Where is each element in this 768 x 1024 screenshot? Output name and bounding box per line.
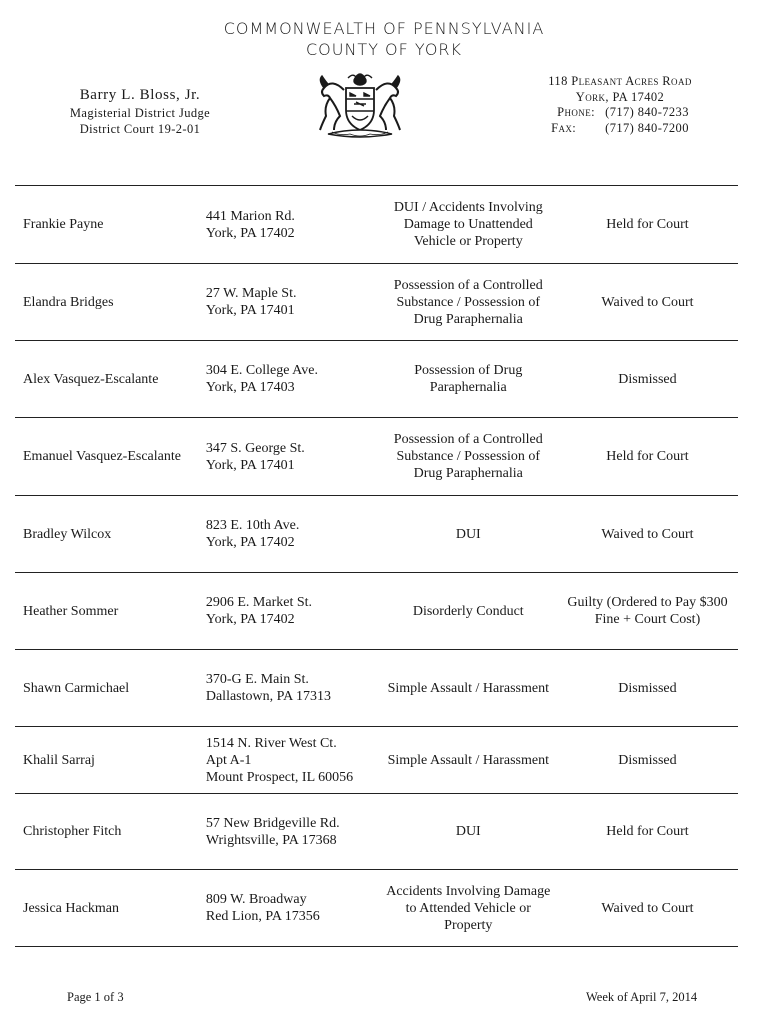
week-of-date: Week of April 7, 2014 — [586, 990, 698, 1004]
charge-line: Possession of a Controlled — [393, 432, 543, 447]
charge-line: Possession of Drug — [414, 363, 523, 378]
defendant-address — [198, 794, 380, 870]
defendant-address-line: York, PA 17402 — [205, 225, 295, 241]
disposition-line: Held for Court — [606, 449, 689, 464]
district-court: District Court 19-2-01 — [79, 122, 201, 136]
defendant-name: Jessica Hackman — [23, 900, 120, 916]
charge — [380, 794, 557, 870]
charge — [380, 573, 557, 650]
court-city: York, PA 17402 — [575, 89, 665, 104]
case-row — [15, 727, 738, 794]
charge — [380, 341, 557, 418]
defendant-name: Frankie Payne — [23, 217, 104, 232]
document-header — [0, 18, 768, 60]
charge — [380, 496, 557, 573]
judge-name: Barry L. Bloss, Jr. — [79, 87, 201, 103]
charge — [380, 418, 557, 496]
defendant-address-line: 2906 E. Market St. — [205, 595, 313, 610]
disposition-line: Held for Court — [606, 217, 689, 232]
defendant-name: Alex Vasquez-Escalante — [23, 371, 159, 387]
defendant-address-line: 57 New Bridgeville Rd. — [205, 815, 340, 831]
case-row — [15, 496, 738, 573]
case-row — [15, 650, 738, 727]
charge — [380, 650, 557, 727]
court-street-address: 118 Pleasant Acres Road — [548, 74, 692, 88]
defendant-address — [198, 418, 380, 496]
defendant-address-line: York, PA 17402 — [205, 612, 295, 627]
defendant-address — [198, 870, 380, 947]
disposition — [557, 418, 738, 496]
phone-row — [520, 105, 720, 121]
defendant-name: Elandra Bridges — [23, 294, 114, 310]
fax-number: (717) 840-7200 — [605, 120, 689, 135]
defendant-address — [198, 341, 380, 418]
disposition — [557, 794, 738, 870]
defendant-address-line: 823 E. 10th Ave. — [205, 518, 300, 533]
charge — [380, 870, 557, 947]
charge-line: Substance / Possession of — [396, 294, 541, 310]
defendant-name: Christopher Fitch — [23, 824, 122, 839]
defendant-address — [198, 264, 380, 341]
charge-line: Paraphernalia — [429, 380, 507, 395]
judge-block — [40, 86, 240, 137]
case-row — [15, 870, 738, 947]
charge — [380, 264, 557, 341]
defendant-address-line: Red Lion, PA 17356 — [205, 909, 320, 924]
disposition-line: Guilty (Ordered to Pay $300 — [567, 595, 728, 610]
defendant-address-line: Mount Prospect, IL 60056 — [205, 769, 354, 785]
defendant-name: Heather Sommer — [23, 603, 119, 619]
case-row — [15, 341, 738, 418]
defendant-address-line: York, PA 17402 — [205, 535, 295, 550]
charge-line: Simple Assault / Harassment — [387, 680, 549, 696]
disposition — [557, 264, 738, 341]
charge-line: Possession of a Controlled — [393, 277, 543, 293]
charge-line: Property — [444, 917, 493, 933]
defendant-name: Shawn Carmichael — [23, 680, 130, 696]
charge-line: Drug Paraphernalia — [413, 466, 523, 481]
disposition — [557, 870, 738, 947]
defendant-address — [198, 650, 380, 727]
court-contact-block — [520, 74, 720, 136]
defendant-address-line: 304 E. College Ave. — [205, 363, 318, 378]
disposition-line: Dismissed — [618, 371, 677, 387]
defendant-name: Emanuel Vasquez-Escalante — [23, 449, 181, 464]
charge-line: Drug Paraphernalia — [413, 311, 523, 327]
charge-line: DUI / Accidents Involving — [393, 200, 543, 215]
disposition — [557, 496, 738, 573]
defendant-address — [198, 727, 380, 794]
charge-line: to Attended Vehicle or — [405, 900, 531, 916]
disposition-line: Waived to Court — [601, 526, 694, 542]
disposition — [557, 341, 738, 418]
disposition-line: Waived to Court — [601, 294, 694, 310]
case-row — [15, 186, 738, 264]
defendant-address-line: York, PA 17403 — [205, 380, 295, 395]
charge-line: Damage to Unattended — [403, 217, 533, 232]
pennsylvania-seal-icon — [310, 66, 410, 144]
phone-number: (717) 840-7233 — [605, 105, 689, 119]
defendant-address-line: Dallastown, PA 17313 — [205, 689, 331, 704]
charge-line: Disorderly Conduct — [412, 603, 524, 619]
case-row — [15, 264, 738, 341]
fax-row — [520, 121, 720, 137]
charge-line: Simple Assault / Harassment — [387, 752, 549, 768]
defendant-name: Bradley Wilcox — [23, 526, 112, 542]
disposition — [557, 727, 738, 794]
page-number: Page 1 of 3 — [67, 990, 124, 1004]
defendant-name: Khalil Sarraj — [23, 752, 95, 768]
judge-title: Magisterial District Judge — [69, 106, 211, 120]
case-row — [15, 794, 738, 870]
defendant-address-line: York, PA 17401 — [205, 303, 295, 318]
phone-label: Phone: — [557, 105, 595, 119]
defendant-address-line: 347 S. George St. — [205, 440, 305, 456]
disposition-line: Dismissed — [618, 752, 677, 768]
disposition — [557, 573, 738, 650]
disposition-line: Held for Court — [606, 824, 689, 839]
charge-line: Vehicle or Property — [413, 234, 523, 249]
defendant-address — [198, 573, 380, 650]
charge — [380, 186, 557, 264]
defendant-address-line: Wrightsville, PA 17368 — [205, 832, 337, 848]
charge-line: DUI — [455, 824, 481, 839]
county-title: COUNTY OF YORK — [305, 40, 463, 59]
fax-label: Fax: — [551, 120, 577, 135]
case-row — [15, 418, 738, 496]
defendant-address-line: 370-G E. Main St. — [205, 672, 309, 687]
charge-line: Accidents Involving Damage — [386, 883, 551, 899]
defendant-address-line: 809 W. Broadway — [205, 892, 307, 907]
defendant-address — [198, 186, 380, 264]
defendant-address-line: York, PA 17401 — [205, 457, 295, 473]
charge-line: Substance / Possession of — [396, 449, 541, 464]
disposition — [557, 650, 738, 727]
defendant-address-line: 27 W. Maple St. — [205, 286, 297, 301]
commonwealth-title: COMMONWEALTH OF PENNSYLVANIA — [223, 19, 545, 38]
disposition-line: Dismissed — [618, 680, 677, 696]
case-docket-table — [15, 185, 738, 947]
defendant-address-line: 1514 N. River West Ct. — [205, 735, 337, 751]
defendant-address-line: Apt A-1 — [205, 752, 252, 768]
charge — [380, 727, 557, 794]
charge-line: DUI — [455, 526, 481, 542]
disposition-line: Waived to Court — [601, 900, 694, 916]
disposition — [557, 186, 738, 264]
case-row — [15, 573, 738, 650]
defendant-address-line: 441 Marion Rd. — [205, 208, 295, 224]
disposition-line: Fine + Court Cost) — [594, 612, 701, 627]
defendant-address — [198, 496, 380, 573]
